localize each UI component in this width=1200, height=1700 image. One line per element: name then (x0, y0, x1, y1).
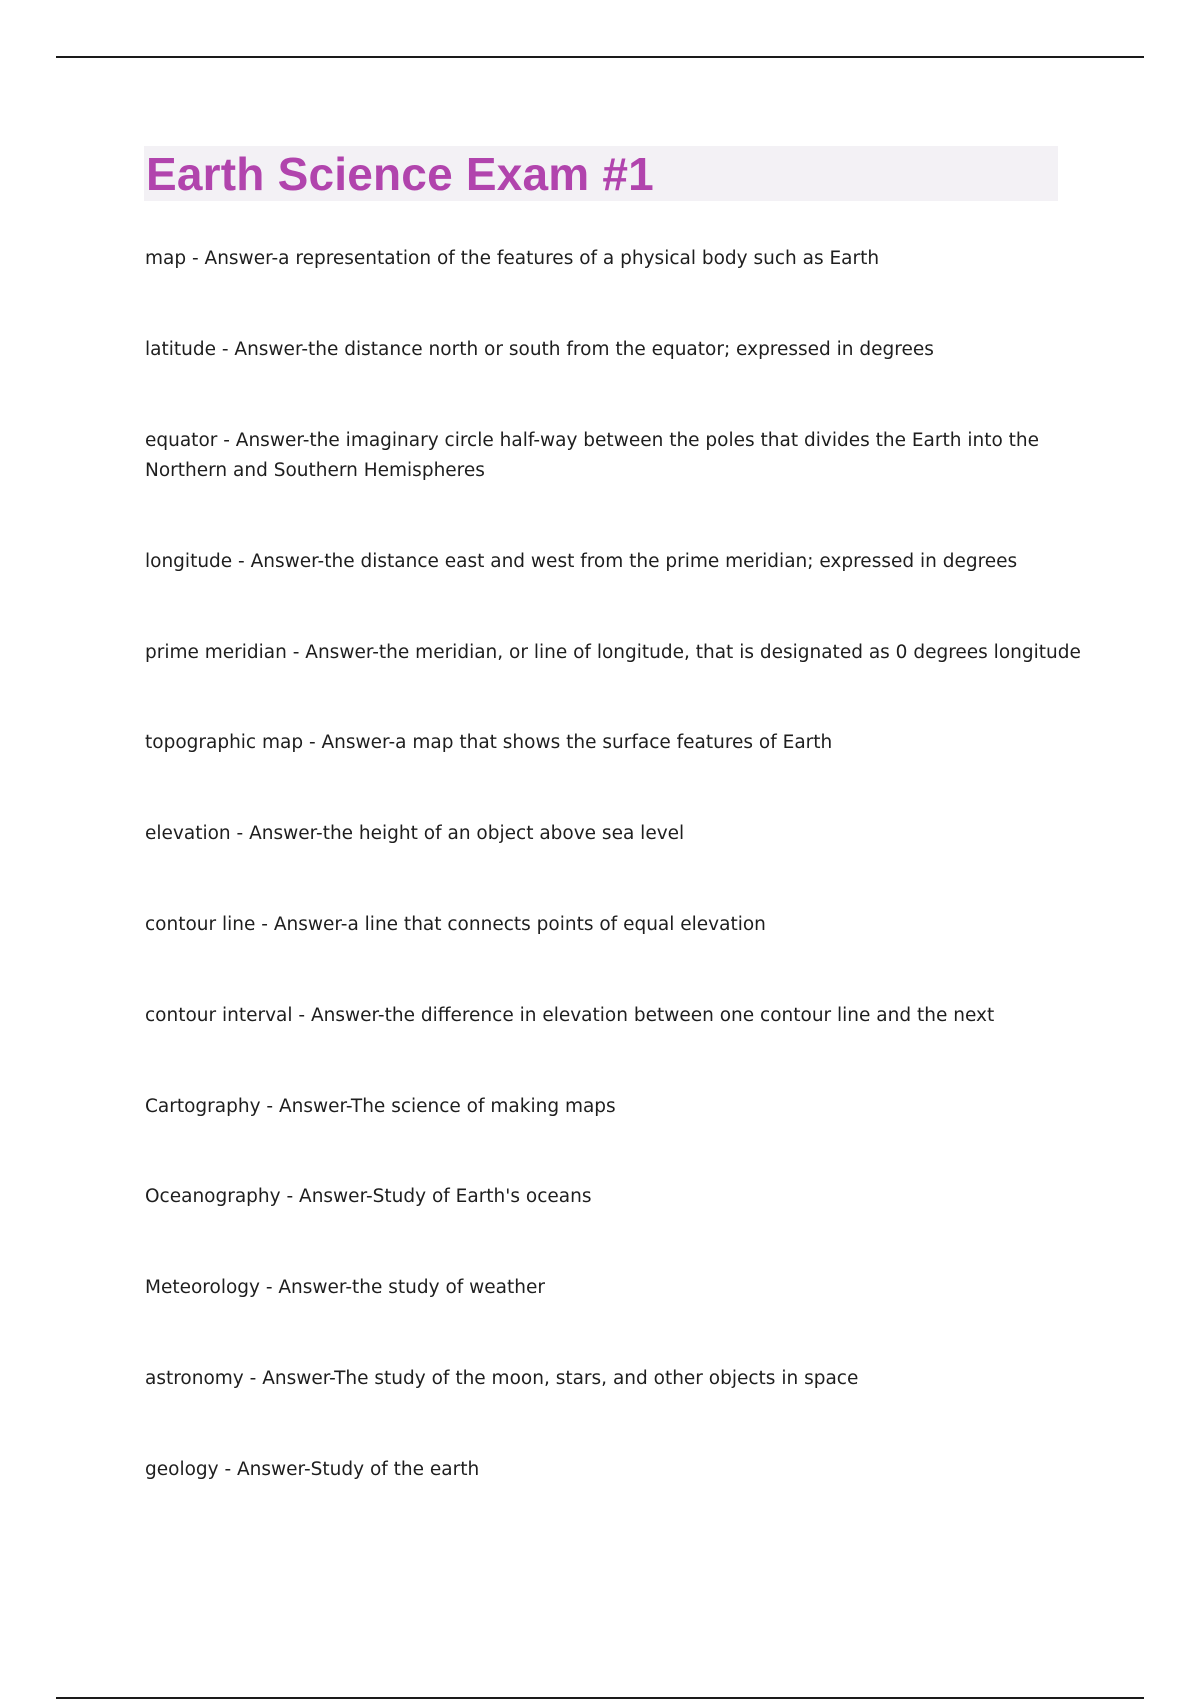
term-entry-geology: geology - Answer-Study of the earth (145, 1459, 480, 1480)
term-entry-cartography: Cartography - Answer-The science of making maps (145, 1096, 616, 1117)
title-band (144, 146, 1058, 201)
bottom-rule (56, 1697, 1144, 1699)
term-entry-astronomy: astronomy - Answer-The study of the moon, stars, and other objects in space (145, 1368, 859, 1389)
term-entry-topographic-map: topographic map - Answer-a map that shows the surface features of Earth (145, 732, 833, 753)
term-entry-meteorology: Meteorology - Answer-the study of weather (145, 1277, 545, 1298)
term-entry-contour-line: contour line - Answer-a line that connects points of equal elevation (145, 914, 766, 935)
term-entry-prime-meridian: prime meridian - Answer-the meridian, or line of longitude, that is designated as 0 degrees longitude (145, 642, 1081, 663)
term-entry-map: map - Answer-a representation of the features of a physical body such as Earth (145, 248, 880, 269)
term-entry-oceanography: Oceanography - Answer-Study of Earth's oceans (145, 1186, 592, 1207)
top-rule (56, 56, 1144, 58)
term-entry-elevation: elevation - Answer-the height of an object above sea level (145, 823, 685, 844)
term-entry-latitude: latitude - Answer-the distance north or south from the equator; expressed in degrees (145, 339, 934, 360)
page-title: Earth Science Exam #1 (146, 147, 654, 200)
term-entry-equator: equator - Answer-the imaginary circle half-way between the poles that divides the Earth into the Northern and Southern Hemispheres (145, 430, 1040, 481)
term-entry-contour-interval: contour interval - Answer-the difference in elevation between one contour line and the next (145, 1005, 995, 1026)
term-entry-longitude: longitude - Answer-the distance east and west from the prime meridian; expressed in degrees (145, 551, 1018, 572)
